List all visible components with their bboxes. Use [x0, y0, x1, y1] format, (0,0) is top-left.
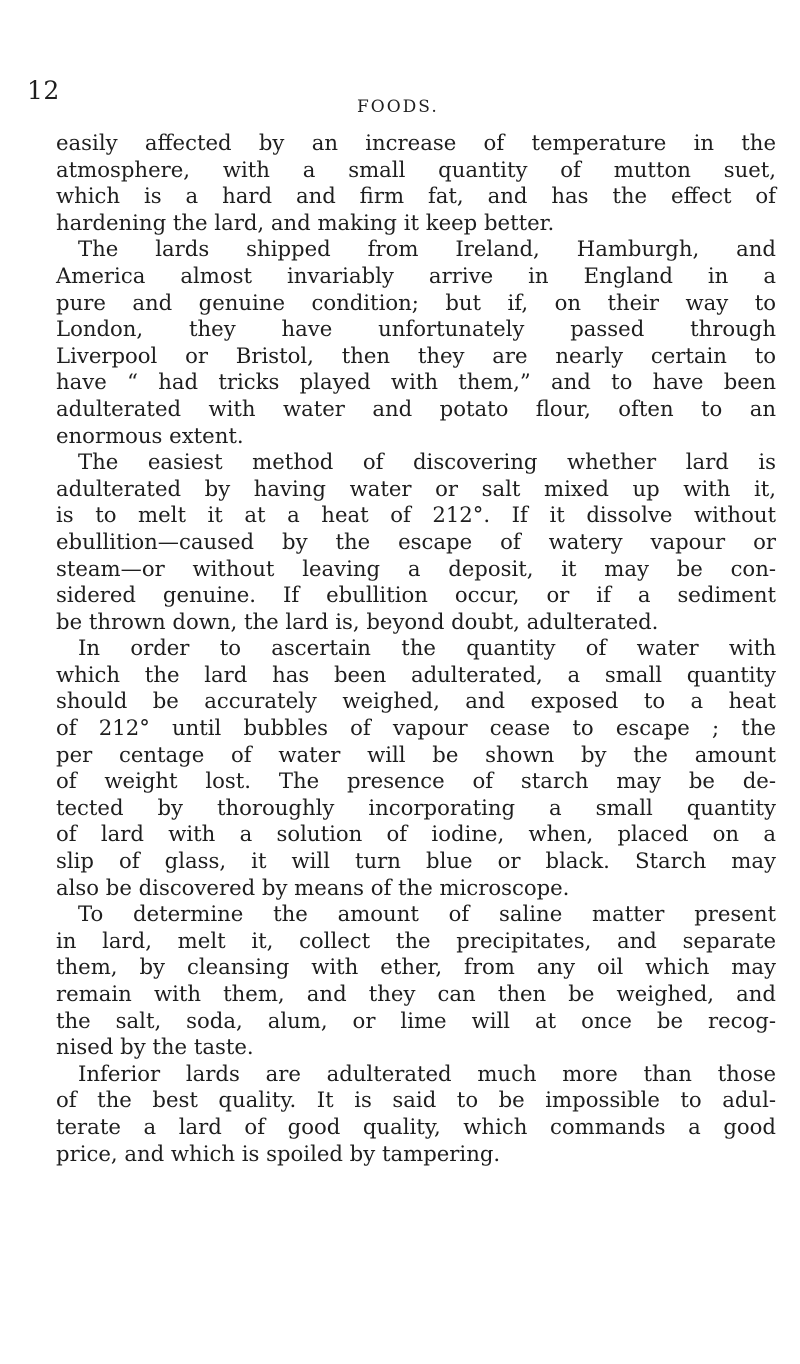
paragraph [56, 236, 776, 449]
text-line: of 212° until bubbles of vapour cease to escape ; the [56, 715, 776, 741]
text-line: To determine the amount of saline matter present [78, 901, 776, 927]
text-line: atmosphere, with a small quantity of mutton suet, [56, 156, 776, 182]
text-line: of weight lost. The presence of starch may be de- [56, 768, 776, 794]
paragraph [56, 901, 776, 1061]
text-line: The lards shipped from Ireland, Hamburgh, and [78, 236, 776, 262]
text-line: easily affected by an increase of temperature in the [56, 130, 776, 155]
text-line: of the best quality. It is said to be impossible to adul- [56, 1087, 776, 1113]
text-line: is to melt it at a heat of 212°. If it dissolve without [56, 502, 776, 528]
running-head: FOODS. [357, 97, 439, 117]
text-line: should be accurately weighed, and exposed to a heat [56, 688, 776, 714]
text-line: of lard with a solution of iodine, when, placed on a [56, 821, 776, 847]
text-line: ebullition—caused by the escape of watery vapour or [56, 528, 776, 554]
text-line: adulterated with water and potato flour, often to an [56, 395, 776, 421]
text-line: steam—or without leaving a deposit, it may be con- [56, 555, 776, 581]
text-line: remain with them, and they can then be weighed, and [56, 981, 776, 1006]
text-line: enormous extent. [56, 422, 244, 448]
text-line: price, and which is spoiled by tampering. [56, 1140, 501, 1166]
text-line: adulterated by having water or salt mixed up with it, [56, 475, 776, 501]
text-line: which is a hard and firm fat, and has the effect of [56, 183, 776, 209]
text-line: The easiest method of discovering whether lard is [78, 449, 776, 475]
text-line: pure and genuine condition; but if, on their way to [56, 289, 776, 315]
text-line: slip of glass, it will turn blue or black. Starch may [56, 848, 776, 874]
paragraph [56, 635, 776, 901]
paragraph [56, 130, 776, 236]
text-line: Liverpool or Bristol, then they are nearly certain to [56, 342, 776, 368]
text-line: hardening the lard, and making it keep better. [56, 209, 555, 235]
text-line: In order to ascertain the quantity of water with [78, 635, 776, 661]
text-line: nised by the taste. [56, 1034, 254, 1060]
text-line: per centage of water will be shown by the amount [56, 741, 776, 767]
text-line: in lard, melt it, collect the precipitates, and separate [56, 927, 776, 953]
text-line: have “ had tricks played with them,” and to have been [56, 369, 776, 395]
text-line: them, by cleansing with ether, from any oil which may [56, 954, 776, 980]
paragraph [56, 449, 776, 635]
body-text [56, 130, 776, 1167]
text-line: America almost invariably arrive in England in a [56, 262, 776, 288]
text-line: London, they have unfortunately passed through [56, 316, 776, 342]
paragraph [56, 1061, 776, 1167]
text-line: also be discovered by means of the microscope. [56, 874, 570, 900]
text-line: the salt, soda, alum, or lime will at once be recog- [56, 1007, 776, 1033]
text-line: tected by thoroughly incorporating a small quantity [56, 794, 776, 820]
text-line: terate a lard of good quality, which commands a good [56, 1113, 776, 1139]
text-line: which the lard has been adulterated, a small quantity [56, 661, 776, 687]
page-number: 12 [27, 76, 60, 105]
text-line: be thrown down, the lard is, beyond doubt, adulterated. [56, 608, 659, 634]
text-line: sidered genuine. If ebullition occur, or if a sediment [56, 582, 776, 608]
text-line: Inferior lards are adulterated much more than those [78, 1060, 776, 1086]
